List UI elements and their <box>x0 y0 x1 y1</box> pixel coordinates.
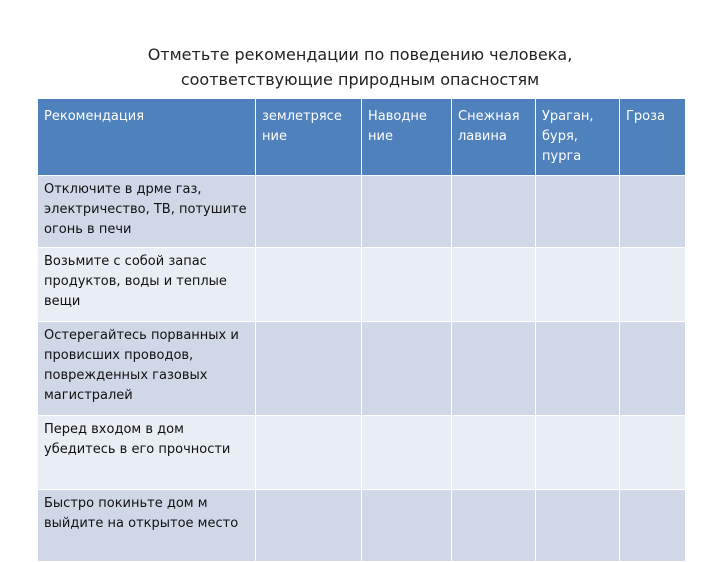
header-earthquake: землетрясе ние <box>256 99 362 176</box>
answer-cell[interactable] <box>620 416 686 490</box>
table-row <box>38 416 686 490</box>
title-line-2: соответствующие природным опасностям <box>180 70 540 89</box>
header-recommendation: Рекомендация <box>38 99 256 176</box>
header-flood: Наводне ние <box>362 99 452 176</box>
table-row <box>38 490 686 562</box>
header-hurricane: Ураган, буря, пурга <box>536 99 620 176</box>
answer-cell[interactable] <box>362 322 452 416</box>
header-thunderstorm: Гроза <box>620 99 686 176</box>
answer-cell[interactable] <box>256 322 362 416</box>
table-row <box>38 322 686 416</box>
table-row <box>38 248 686 322</box>
answer-cell[interactable] <box>256 248 362 322</box>
answer-cell[interactable] <box>536 248 620 322</box>
answer-cell[interactable] <box>536 176 620 248</box>
answer-cell[interactable] <box>452 416 536 490</box>
answer-cell[interactable] <box>620 248 686 322</box>
answer-cell[interactable] <box>536 322 620 416</box>
answer-cell[interactable] <box>536 416 620 490</box>
answer-cell[interactable] <box>362 490 452 562</box>
hazards-table <box>37 98 686 562</box>
answer-cell[interactable] <box>452 248 536 322</box>
header-row <box>38 99 686 176</box>
title-line-1: Отметьте рекомендации по поведению человека, <box>147 45 573 64</box>
answer-cell[interactable] <box>452 322 536 416</box>
answer-cell[interactable] <box>362 176 452 248</box>
recommendation-cell: Перед входом в дом убедитесь в его прочности <box>38 416 256 490</box>
answer-cell[interactable] <box>256 176 362 248</box>
table-row <box>38 176 686 248</box>
recommendation-cell: Быстро покиньте дом м выйдите на открытое место <box>38 490 256 562</box>
answer-cell[interactable] <box>256 416 362 490</box>
answer-cell[interactable] <box>452 176 536 248</box>
answer-cell[interactable] <box>452 490 536 562</box>
answer-cell[interactable] <box>536 490 620 562</box>
header-avalanche: Снежная лавина <box>452 99 536 176</box>
answer-cell[interactable] <box>256 490 362 562</box>
answer-cell[interactable] <box>362 248 452 322</box>
answer-cell[interactable] <box>620 322 686 416</box>
answer-cell[interactable] <box>620 490 686 562</box>
recommendation-cell: Остерегайтесь порванных и провисших проводов, поврежденных газовых магистралей <box>38 322 256 416</box>
page-title <box>0 42 720 92</box>
recommendation-cell: Возьмите с собой запас продуктов, воды и теплые вещи <box>38 248 256 322</box>
recommendation-cell: Отключите в дрме газ, электричество, ТВ, потушите огонь в печи <box>38 176 256 248</box>
answer-cell[interactable] <box>620 176 686 248</box>
answer-cell[interactable] <box>362 416 452 490</box>
